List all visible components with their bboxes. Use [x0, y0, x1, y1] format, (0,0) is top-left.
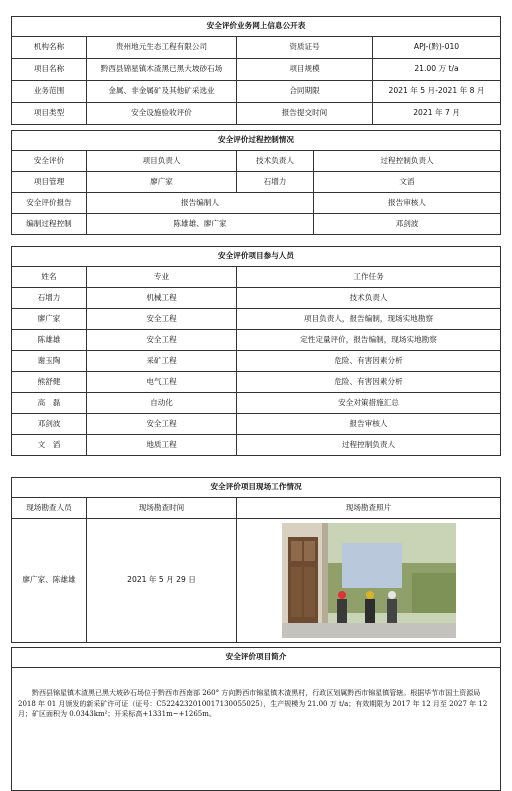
staff-task: 技术负责人 [237, 288, 501, 309]
staff-major: 自动化 [87, 393, 237, 414]
reviewer-value: 邓剑波 [314, 214, 501, 235]
site-photo-image [282, 523, 456, 638]
staff-major: 安全工程 [87, 330, 237, 351]
staff-major: 安全工程 [87, 414, 237, 435]
staff-name: 石增力 [12, 288, 87, 309]
pm-label: 项目负责人 [87, 151, 237, 172]
staff-name: 陈雄雄 [12, 330, 87, 351]
scope-value: 金属、非金属矿及其他矿采选业 [87, 81, 237, 103]
staff-name: 邓剑波 [12, 414, 87, 435]
staff-name: 谢玉陶 [12, 351, 87, 372]
site-header-date: 现场勘查时间 [87, 498, 237, 519]
staff-name: 熊舒健 [12, 372, 87, 393]
org-value: 贵州地元生态工程有限公司 [87, 37, 237, 59]
period-label: 合同期限 [237, 81, 373, 103]
staff-task: 危险、有害因素分析 [237, 372, 501, 393]
table-row [12, 288, 501, 309]
staff-task: 过程控制负责人 [237, 435, 501, 456]
project-mgmt-label: 项目管理 [12, 172, 87, 193]
report-label: 安全评价报告 [12, 193, 87, 214]
staff-task: 报告审核人 [237, 414, 501, 435]
ctrl-value: 文滔 [314, 172, 501, 193]
intro-text: 黔西县锦星镇木渣黑已黑大坡砂石场位于黔西市西南部 260° 方向黔西市锦星镇木渣黑村，行政区划属黔西市锦星镇管辖。根据毕节市国土资源局 2018 年 01 月颁发的新采矿许可证（证号：C5224232010017130055025），生产规模为 21.00 万 t/a；有效期限为 2017 年 12 月至 2027 年 12 月；矿区面积为 0.0343km²；开采标高+1331m~+1265m。 [12, 668, 501, 791]
site-photo-cell [237, 519, 501, 643]
compile-ctrl-label: 编制过程控制 [12, 214, 87, 235]
staff-header-major: 专业 [87, 267, 237, 288]
staff-major: 采矿工程 [87, 351, 237, 372]
intro-table [11, 647, 501, 791]
ctrl-label: 过程控制负责人 [314, 151, 501, 172]
site-header-people: 现场勘查人员 [12, 498, 87, 519]
table-row [12, 393, 501, 414]
compiler-label: 报告编制人 [87, 193, 314, 214]
staff-header-task: 工作任务 [237, 267, 501, 288]
tech-label: 技术负责人 [237, 151, 314, 172]
type-label: 项目类型 [12, 103, 87, 125]
project-value: 黔西县锦星镇木渣黑已黑大坡砂石场 [87, 59, 237, 81]
staff-table [11, 246, 501, 456]
pm-value: 廖广家 [87, 172, 237, 193]
staff-name: 廖广家 [12, 309, 87, 330]
staff-major: 电气工程 [87, 372, 237, 393]
staff-header-name: 姓名 [12, 267, 87, 288]
project-label: 项目名称 [12, 59, 87, 81]
site-people: 廖广家、陈雄雄 [12, 519, 87, 643]
scope-label: 业务范围 [12, 81, 87, 103]
process-title: 安全评价过程控制情况 [12, 131, 501, 151]
table-row [12, 372, 501, 393]
page-title: 安全评价业务网上信息公开表 [12, 17, 501, 37]
scale-value: 21.00 万 t/a [373, 59, 501, 81]
cert-value: APJ-(黔)-010 [373, 37, 501, 59]
info-table [11, 16, 501, 125]
tech-value: 石增力 [237, 172, 314, 193]
process-table [11, 130, 501, 235]
table-row [12, 351, 501, 372]
staff-name: 文 滔 [12, 435, 87, 456]
type-value: 安全设施验收评价 [87, 103, 237, 125]
table-row [12, 330, 501, 351]
reviewer-label: 报告审核人 [314, 193, 501, 214]
org-label: 机构名称 [12, 37, 87, 59]
staff-task: 危险、有害因素分析 [237, 351, 501, 372]
staff-major: 机械工程 [87, 288, 237, 309]
intro-title: 安全评价项目简介 [12, 648, 501, 668]
submit-value: 2021 年 7 月 [373, 103, 501, 125]
submit-label: 报告提交时间 [237, 103, 373, 125]
staff-major: 地质工程 [87, 435, 237, 456]
staff-name: 高 磊 [12, 393, 87, 414]
compiler-value: 陈雄雄、廖广家 [87, 214, 314, 235]
safety-eval-label: 安全评价 [12, 151, 87, 172]
site-photo [282, 523, 456, 638]
staff-task: 项目负责人，报告编制，现场实地勘察 [237, 309, 501, 330]
site-table [11, 477, 501, 643]
staff-major: 安全工程 [87, 309, 237, 330]
staff-task: 定性定量评价，报告编制，现场实地勘察 [237, 330, 501, 351]
site-title: 安全评价项目现场工作情况 [12, 478, 501, 498]
table-row [12, 414, 501, 435]
site-date: 2021 年 5 月 29 日 [87, 519, 237, 643]
scale-label: 项目规模 [237, 59, 373, 81]
cert-label: 资质证号 [237, 37, 373, 59]
site-header-photo: 现场勘查照片 [237, 498, 501, 519]
table-row [12, 435, 501, 456]
table-row [12, 309, 501, 330]
period-value: 2021 年 5 月-2021 年 8 月 [373, 81, 501, 103]
staff-task: 安全对策措施汇总 [237, 393, 501, 414]
staff-title: 安全评价项目参与人员 [12, 247, 501, 267]
